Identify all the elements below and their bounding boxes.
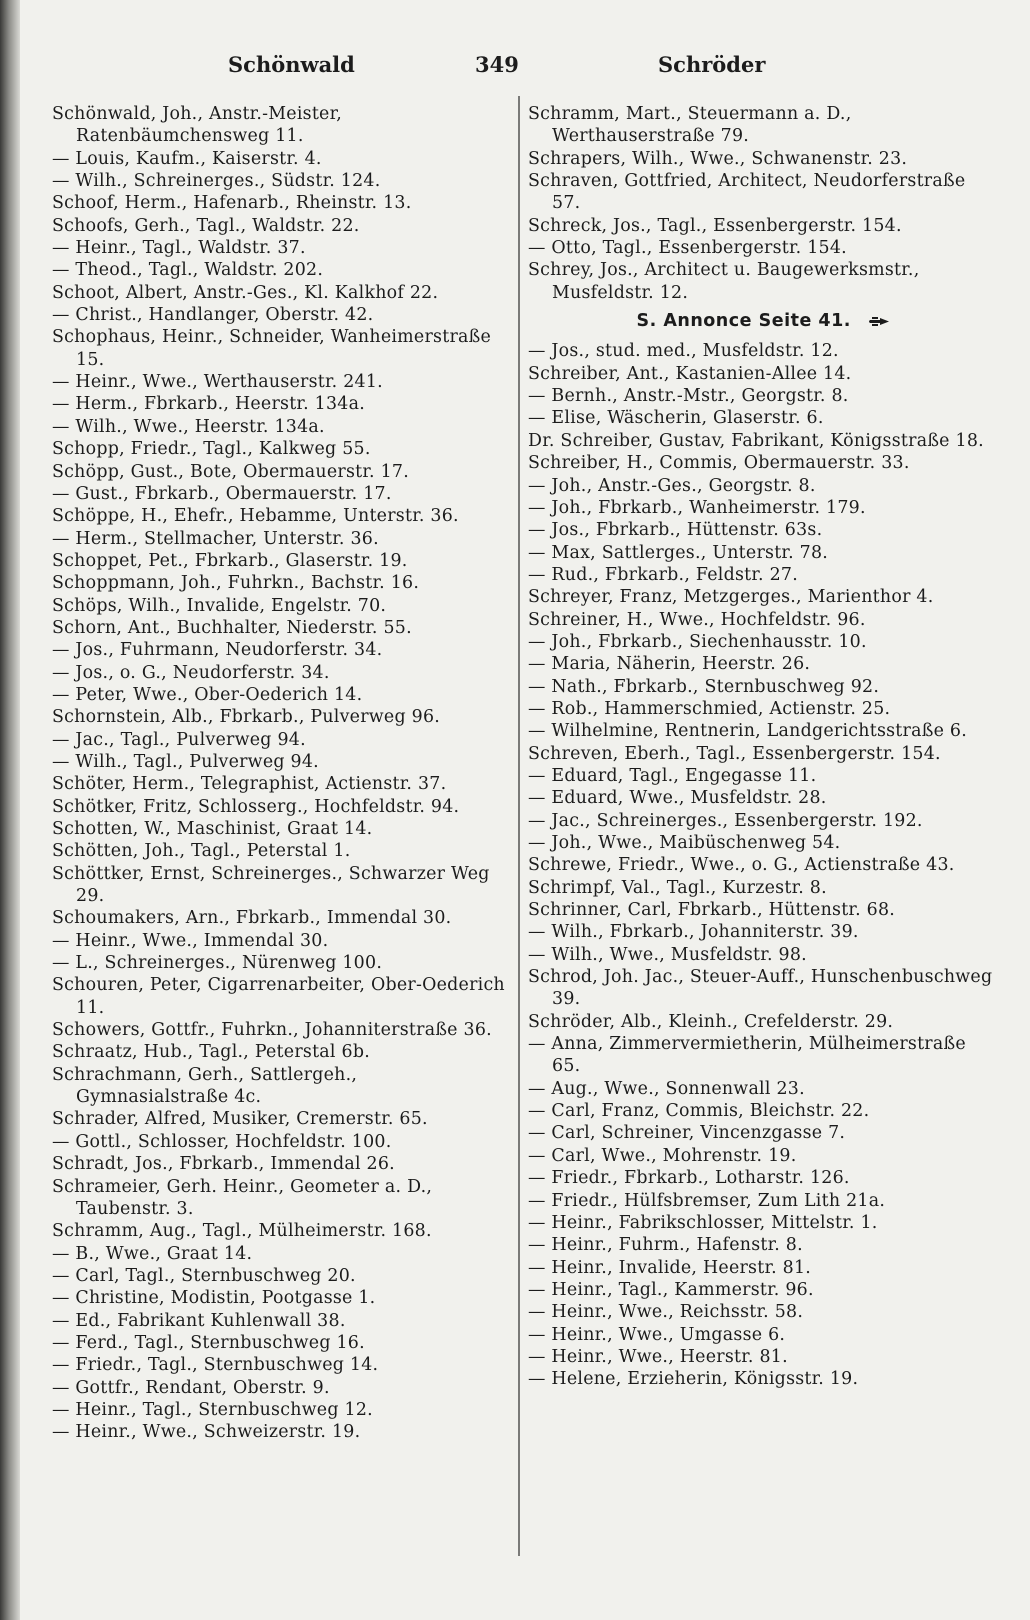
directory-entry: — Joh., Wwe., Maibüschenweg 54. [528,833,841,853]
directory-entry: — Christine, Modistin, Pootgasse 1. [52,1288,376,1309]
directory-entry: — Eduard, Tagl., Engegasse 11. [528,765,817,786]
directory-entry: Schrameier, Gerh. Heinr., Geometer a. D., Taubenstr. 3. [52,1176,433,1219]
directory-entry: Schrader, Alfred, Musiker, Cremerstr. 65. [52,1109,428,1130]
directory-entry: Schotten, W., Maschinist, Graat 14. [52,819,373,839]
directory-entry: — Friedr., Fbrkarb., Lotharstr. 126. [528,1168,850,1189]
directory-entry: Schraatz, Hub., Tagl., Peterstal 6b. [52,1042,370,1063]
directory-entry: — Heinr., Wwe., Immendal 30. [52,930,329,951]
directory-entry: Schreiber, H., Commis, Obermauerstr. 33. [528,453,910,474]
directory-entry: — Herm., Fbrkarb., Heerstr. 134a. [52,394,365,415]
directory-entry: Schoumakers, Arn., Fbrkarb., Immendal 30. [52,908,452,929]
directory-entry: — Carl, Tagl., Sternbuschweg 20. [52,1265,356,1286]
directory-entry: Schrey, Jos., Architect u. Baugewerksmstr., Musfeldstr. 12. [528,260,920,303]
annonce-text: S. Annonce Seite 41. [636,311,851,332]
directory-entry: — Christ., Handlanger, Oberstr. 42. [52,305,374,326]
directory-entry: — Max, Sattlerges., Unterstr. 78. [528,542,829,563]
directory-entry: — Wilh., Wwe., Heerstr. 134a. [52,416,325,437]
directory-entry: — Heinr., Wwe., Heerstr. 81. [528,1346,788,1367]
directory-entry: — Eduard, Wwe., Musfeldstr. 28. [528,788,827,809]
directory-entry: — Bernh., Anstr.-Mstr., Georgstr. 8. [528,386,849,407]
column-divider [518,96,520,1556]
directory-entry: — Joh., Fbrkarb., Siechenhausstr. 10. [528,631,867,652]
directory-entry: — Joh., Anstr.-Ges., Georgstr. 8. [528,475,816,496]
directory-entry: — Friedr., Tagl., Sternbuschweg 14. [52,1355,379,1376]
directory-entry: — Heinr., Invalide, Heerstr. 81. [528,1257,812,1278]
directory-entry: — Jos., o. G., Neudorferstr. 34. [52,662,330,683]
directory-entry: — Peter, Wwe., Ober-Oederich 14. [52,684,363,705]
directory-entry: — Wilh., Wwe., Musfeldstr. 98. [528,944,807,965]
directory-entry: Schoppet, Pet., Fbrkarb., Glaserstr. 19. [52,550,408,571]
directory-entry: Schraven, Gottfried, Architect, Neudorferstraße 57. [528,171,966,214]
directory-entry: — Jac., Tagl., Pulverweg 94. [52,729,306,750]
directory-entry: Schöppe, H., Ehefr., Hebamme, Unterstr. 36. [52,506,459,527]
directory-entry: — Carl, Franz, Commis, Bleichstr. 22. [528,1101,870,1122]
directory-entry: Schopp, Friedr., Tagl., Kalkweg 55. [52,439,371,460]
directory-entry: — Heinr., Wwe., Umgasse 6. [528,1324,786,1345]
directory-entry: — Gottl., Schlosser, Hochfeldstr. 100. [52,1131,392,1152]
directory-entry: — L., Schreinerges., Nürenweg 100. [52,953,383,974]
directory-entry: Schramm, Aug., Tagl., Mülheimerstr. 168. [52,1221,432,1242]
directory-entry: — Gust., Fbrkarb., Obermauerstr. 17. [52,483,392,504]
directory-entry: — Aug., Wwe., Sonnenwall 23. [528,1078,805,1099]
directory-entry: — Herm., Stellmacher, Unterstr. 36. [52,528,379,549]
directory-entry: Schoofs, Gerh., Tagl., Waldstr. 22. [52,215,360,236]
right-column-part-b [528,340,998,1390]
directory-entry: — Heinr., Wwe., Reichsstr. 58. [528,1302,804,1323]
directory-entry: — Heinr., Fabrikschlosser, Mittelstr. 1. [528,1212,878,1233]
directory-entry: Schöttker, Ernst, Schreinerges., Schwarzer Weg 29. [52,863,490,907]
directory-entry: Schreyer, Franz, Metzgerges., Marienthor 4. [528,587,934,608]
directory-entry: — Heinr., Tagl., Waldstr. 37. [52,238,306,259]
left-column [52,103,510,1444]
directory-entry: — Wilhelmine, Rentnerin, Landgerichtsstraße 6. [528,721,967,742]
directory-entry: — Maria, Näherin, Heerstr. 26. [528,654,811,675]
right-column [528,103,998,1391]
directory-entry: — Carl, Schreiner, Vincenzgasse 7. [528,1123,846,1144]
directory-entry: Schönwald, Joh., Anstr.-Meister, Ratenbäumchensweg 11. [52,104,343,147]
directory-entry: — Joh., Fbrkarb., Wanheimerstr. 179. [528,497,866,518]
header-left-keyword: Schönwald [228,52,355,77]
directory-entry: Schorn, Ant., Buchhalter, Niederstr. 55. [52,617,412,638]
directory-entry: Schophaus, Heinr., Schneider, Wanheimerstraße 15. [52,327,492,370]
directory-entry: Schowers, Gottfr., Fuhrkn., Johanniterstraße 36. [52,1020,492,1041]
page-number: 349 [475,52,519,77]
directory-entry: Schramm, Mart., Steuermann a. D., Werthauserstraße 79. [528,104,852,147]
directory-entry: — Friedr., Hülfsbremser, Zum Lith 21a. [528,1190,886,1211]
directory-entry: Schrinner, Carl, Fbrkarb., Hüttenstr. 68. [528,900,896,921]
directory-entry: Schornstein, Alb., Fbrkarb., Pulverweg 96. [52,707,441,728]
directory-entry: Schrachmann, Gerh., Sattlergeh., Gymnasialstraße 4c. [52,1064,358,1108]
directory-entry: Schouren, Peter, Cigarrenarbeiter, Ober-Oederich 11. [52,975,505,1018]
directory-entry: Schreven, Eberh., Tagl., Essenbergerstr. 154. [528,743,941,764]
directory-entry: — B., Wwe., Graat 14. [52,1243,253,1264]
directory-entry: — Wilh., Schreinerges., Südstr. 124. [52,171,381,192]
directory-entry: Schoot, Albert, Anstr.-Ges., Kl. Kalkhof 22. [52,282,439,303]
directory-entry: — Louis, Kaufm., Kaiserstr. 4. [52,148,322,169]
directory-entry: — Ed., Fabrikant Kuhlenwall 38. [52,1310,346,1331]
directory-entry: Schreiber, Ant., Kastanien-Allee 14. [528,363,852,384]
directory-entry: — Anna, Zimmervermietherin, Mülheimerstraße 65. [528,1034,966,1077]
directory-entry: — Jos., stud. med., Musfeldstr. 12. [528,341,839,362]
directory-entry: Schreck, Jos., Tagl., Essenbergerstr. 154. [528,215,902,236]
directory-entry: — Heinr., Fuhrm., Hafenstr. 8. [528,1235,803,1256]
directory-entry: — Heinr., Tagl., Sternbuschweg 12. [52,1399,373,1420]
directory-entry: — Theod., Tagl., Waldstr. 202. [52,260,324,281]
directory-entry: Schötker, Fritz, Schlosserg., Hochfeldstr. 94. [52,796,460,817]
directory-entry: Schradt, Jos., Fbrkarb., Immendal 26. [52,1154,395,1175]
directory-entry: — Gottfr., Rendant, Oberstr. 9. [52,1377,330,1398]
directory-entry: Schrimpf, Val., Tagl., Kurzestr. 8. [528,877,827,898]
directory-entry: Schöps, Wilh., Invalide, Engelstr. 70. [52,595,387,616]
directory-entry: — Heinr., Wwe., Werthauserstr. 241. [52,372,383,393]
directory-entry: Schrewe, Friedr., Wwe., o. G., Actienstraße 43. [528,855,955,876]
directory-entry: — Rud., Fbrkarb., Feldstr. 27. [528,564,799,585]
directory-entry: — Ferd., Tagl., Sternbuschweg 16. [52,1332,365,1353]
directory-entry: — Jac., Schreinerges., Essenbergerstr. 192. [528,810,923,831]
directory-entry: — Nath., Fbrkarb., Sternbuschweg 92. [528,676,880,697]
directory-entry: — Rob., Hammerschmied, Actienstr. 25. [528,698,891,719]
pointing-hand-icon [868,316,890,327]
directory-entry: Schrod, Joh. Jac., Steuer-Auff., Hunschenbuschweg 39. [528,967,993,1010]
annonce-notice [528,310,998,332]
directory-entry: Schrapers, Wilh., Wwe., Schwanenstr. 23. [528,148,908,169]
header-right-keyword: Schröder [658,52,766,77]
directory-entry: Schötten, Joh., Tagl., Peterstal 1. [52,841,351,862]
directory-entry: — Helene, Erzieherin, Königsstr. 19. [528,1369,859,1390]
directory-entry: — Wilh., Tagl., Pulverweg 94. [52,751,319,772]
directory-entry: Schoof, Herm., Hafenarb., Rheinstr. 13. [52,193,412,214]
page-edge [0,0,20,1620]
directory-entry: Dr. Schreiber, Gustav, Fabrikant, Königsstraße 18. [528,430,984,451]
right-column-part-a [528,103,998,304]
directory-entry: Schreiner, H., Wwe., Hochfeldstr. 96. [528,609,866,630]
directory-entry: Schöpp, Gust., Bote, Obermauerstr. 17. [52,461,410,482]
directory-entry: Schoppmann, Joh., Fuhrkn., Bachstr. 16. [52,573,420,594]
directory-entry: — Otto, Tagl., Essenbergerstr. 154. [528,238,847,259]
directory-entry: — Heinr., Wwe., Schweizerstr. 19. [52,1422,361,1443]
directory-entry: Schöter, Herm., Telegraphist, Actienstr. 37. [52,774,447,795]
directory-entry: — Jos., Fuhrmann, Neudorferstr. 34. [52,640,383,661]
directory-entry: — Wilh., Fbrkarb., Johanniterstr. 39. [528,922,859,943]
directory-entry: — Carl, Wwe., Mohrenstr. 19. [528,1145,797,1166]
directory-entry: Schröder, Alb., Kleinh., Crefelderstr. 29. [528,1011,894,1032]
directory-entry: — Jos., Fbrkarb., Hüttenstr. 63s. [528,520,823,541]
page-header [40,52,1000,84]
directory-entry: — Heinr., Tagl., Kammerstr. 96. [528,1279,814,1300]
directory-entry: — Elise, Wäscherin, Glaserstr. 6. [528,408,824,429]
